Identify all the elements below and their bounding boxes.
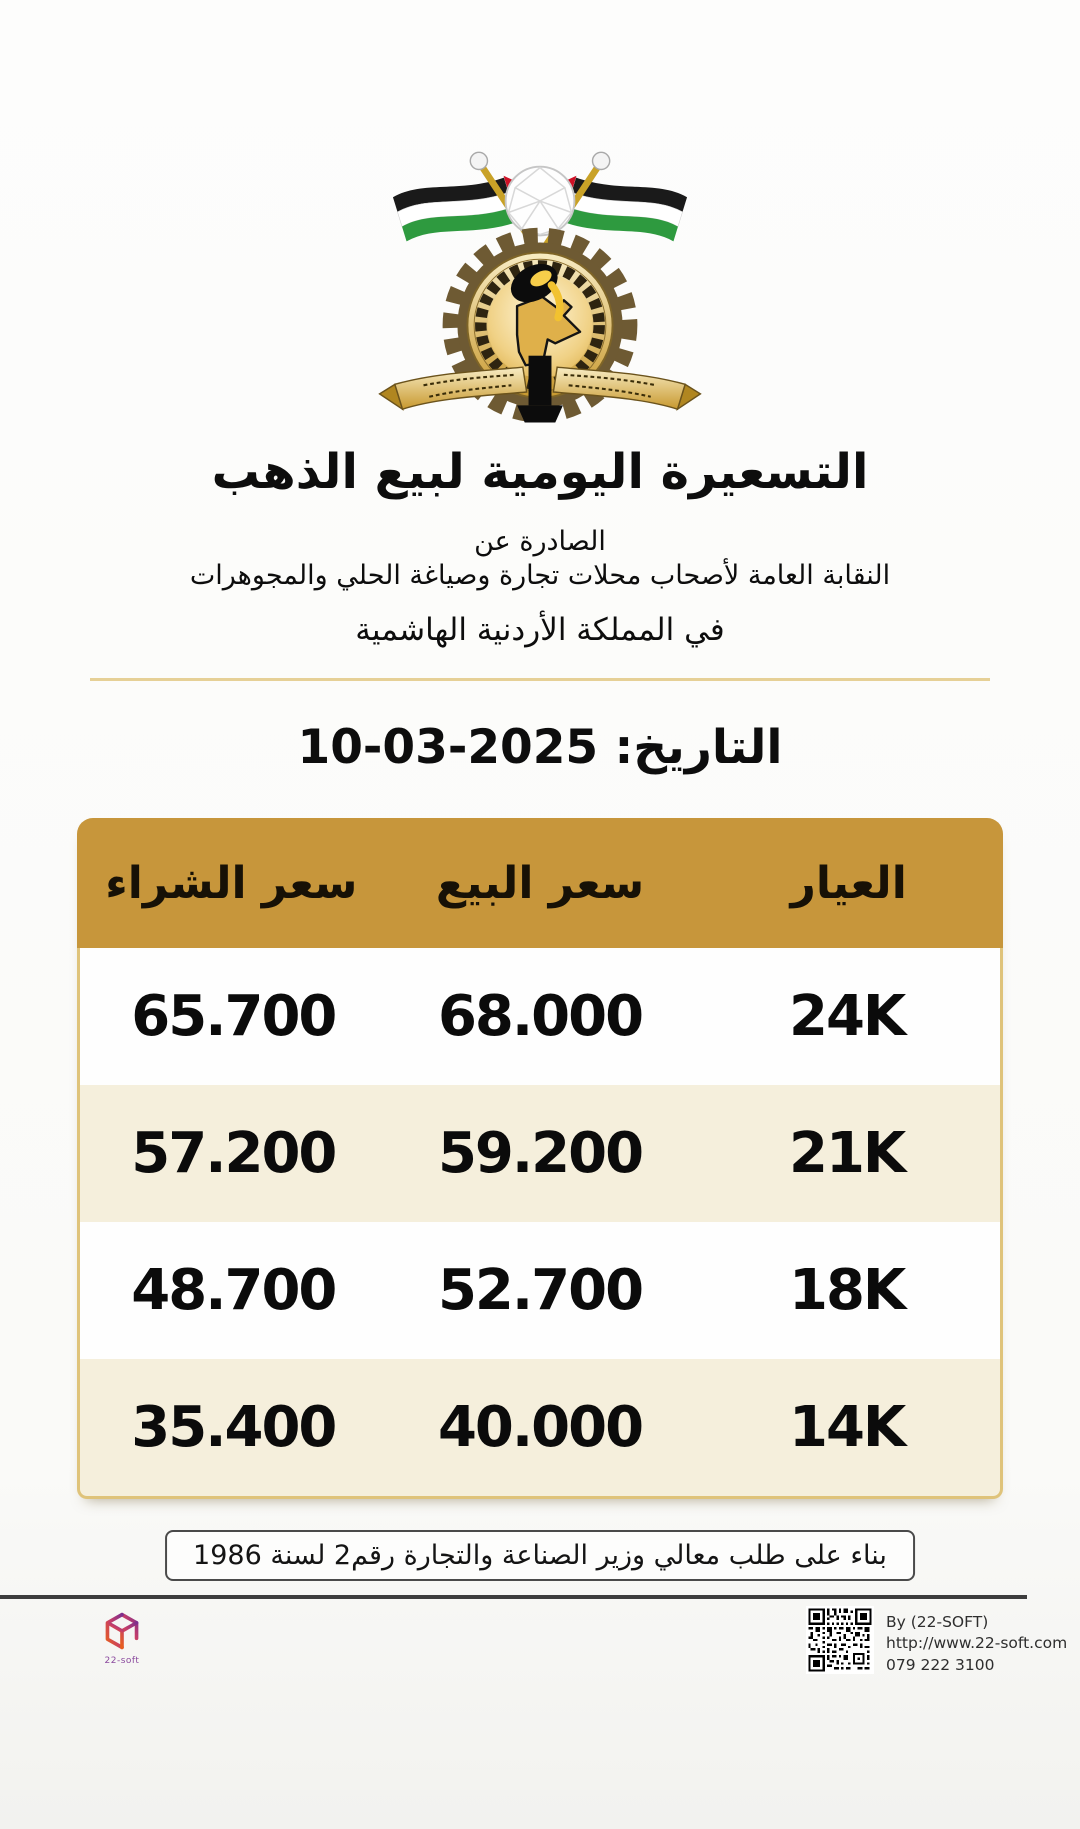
table-row-14k <box>77 1359 1003 1499</box>
gold-prices-table <box>77 818 1003 1499</box>
date-line <box>0 720 1080 775</box>
gold-divider <box>90 678 990 681</box>
footer-credit: By (22-SOFT) <box>886 1613 989 1631</box>
date-label: التاريخ: <box>614 720 783 775</box>
cell-buy: 65.700 <box>131 984 336 1049</box>
ribbon-banner-icon <box>380 356 701 423</box>
footer-divider <box>0 1595 1027 1599</box>
cell-buy: 57.200 <box>131 1121 336 1186</box>
header-cell-buy: سعر الشراء <box>105 857 358 909</box>
footer-phone: 079 222 3100 <box>886 1655 995 1674</box>
company-logo-block <box>90 1611 154 1666</box>
page-title: التسعيرة اليومية لبيع الذهب <box>211 444 869 500</box>
credit-block <box>886 1612 1067 1676</box>
syndicate-emblem <box>368 138 712 434</box>
table-row-21k <box>77 1085 1003 1222</box>
table-header-row <box>77 818 1003 948</box>
cell-karat: 21K <box>789 1121 905 1186</box>
country-line: في المملكة الأردنية الهاشمية <box>355 612 725 648</box>
cell-sell: 52.700 <box>437 1258 643 1323</box>
22soft-cube-icon <box>101 1611 143 1651</box>
cell-karat: 24K <box>789 984 905 1049</box>
note-box: بناء على طلب معالي وزير الصناعة والتجارة رقم2 لسنة 1986 <box>165 1530 915 1581</box>
date-value: 10-03-2025 <box>297 720 599 775</box>
header-cell-karat: العيار <box>790 857 907 909</box>
cell-sell: 68.000 <box>437 984 643 1049</box>
cell-sell: 40.000 <box>437 1395 643 1460</box>
qr-code-icon <box>806 1606 874 1674</box>
header-cell-sell: سعر البيع <box>435 857 645 909</box>
footer-website: http://www.22-soft.com <box>886 1634 1068 1653</box>
cell-karat: 14K <box>789 1395 905 1460</box>
diamond-icon <box>506 167 575 236</box>
table-row-18k <box>77 1222 1003 1359</box>
cell-karat: 18K <box>789 1258 905 1323</box>
cell-sell: 59.200 <box>437 1121 643 1186</box>
cell-buy: 48.700 <box>131 1258 336 1323</box>
organization-line: النقابة العامة لأصحاب محلات تجارة وصياغة الحلي والمجوهرات <box>189 560 891 591</box>
company-logo-caption: 22-soft <box>104 1656 140 1666</box>
issued-by-line: الصادرة عن <box>474 526 606 557</box>
table-row-24k <box>77 948 1003 1085</box>
cell-buy: 35.400 <box>131 1395 336 1460</box>
